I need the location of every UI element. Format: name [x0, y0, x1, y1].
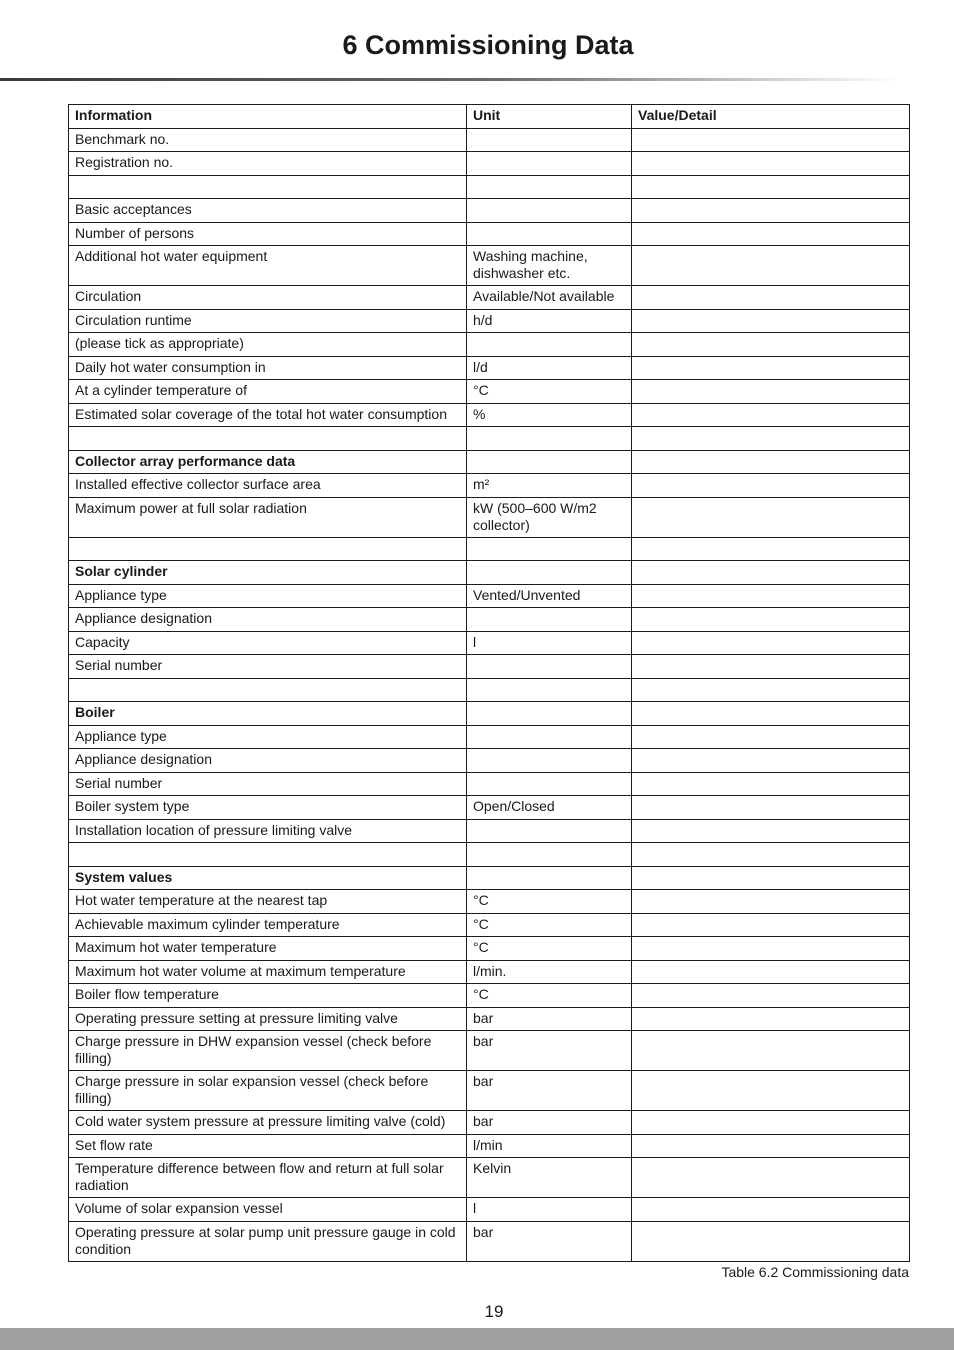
table-row	[69, 175, 910, 199]
cell-unit: °C	[467, 913, 632, 937]
cell-value-detail[interactable]	[632, 913, 910, 937]
cell-unit: l/min	[467, 1134, 632, 1158]
cell-unit	[467, 608, 632, 632]
cell-value-detail[interactable]	[632, 819, 910, 843]
header-unit: Unit	[467, 105, 632, 129]
cell-information: Boiler	[69, 702, 467, 726]
cell-value-detail[interactable]	[632, 890, 910, 914]
cell-unit: Available/Not available	[467, 286, 632, 310]
cell-value-detail[interactable]	[632, 678, 910, 702]
cell-unit	[467, 128, 632, 152]
cell-information: Boiler system type	[69, 796, 467, 820]
table-row	[69, 1158, 910, 1198]
cell-unit	[467, 199, 632, 223]
cell-value-detail[interactable]	[632, 222, 910, 246]
table-caption: Table 6.2 Commissioning data	[721, 1264, 909, 1280]
cell-information: Registration no.	[69, 152, 467, 176]
cell-value-detail[interactable]	[632, 843, 910, 867]
cell-information: Set flow rate	[69, 1134, 467, 1158]
table-row	[69, 561, 910, 585]
table-row	[69, 1221, 910, 1261]
cell-information: Hot water temperature at the nearest tap	[69, 890, 467, 914]
cell-unit	[467, 866, 632, 890]
cell-value-detail[interactable]	[632, 960, 910, 984]
cell-information: System values	[69, 866, 467, 890]
cell-unit	[467, 655, 632, 679]
cell-information: Collector array performance data	[69, 450, 467, 474]
cell-information: Basic acceptances	[69, 199, 467, 223]
cell-value-detail[interactable]	[632, 631, 910, 655]
cell-information: Appliance type	[69, 725, 467, 749]
table-row	[69, 427, 910, 451]
cell-unit: bar	[467, 1221, 632, 1261]
cell-information: (please tick as appropriate)	[69, 333, 467, 357]
cell-information: Temperature difference between flow and return at full solar radiation	[69, 1158, 467, 1198]
cell-unit: °C	[467, 937, 632, 961]
table-row	[69, 584, 910, 608]
cell-value-detail[interactable]	[632, 655, 910, 679]
table-row	[69, 913, 910, 937]
cell-information: Installed effective collector surface area	[69, 474, 467, 498]
cell-unit: l	[467, 1198, 632, 1222]
cell-information: Serial number	[69, 772, 467, 796]
cell-information: Installation location of pressure limiting valve	[69, 819, 467, 843]
cell-value-detail[interactable]	[632, 561, 910, 585]
cell-value-detail[interactable]	[632, 152, 910, 176]
table-row	[69, 678, 910, 702]
cell-value-detail[interactable]	[632, 1221, 910, 1261]
cell-value-detail[interactable]	[632, 749, 910, 773]
table-row	[69, 796, 910, 820]
cell-value-detail[interactable]	[632, 497, 910, 537]
commissioning-data-table	[68, 104, 910, 1262]
table-row	[69, 984, 910, 1008]
cell-unit	[467, 702, 632, 726]
cell-unit: °C	[467, 380, 632, 404]
table-row	[69, 128, 910, 152]
cell-value-detail[interactable]	[632, 474, 910, 498]
cell-unit: Washing machine, dishwasher etc.	[467, 246, 632, 286]
cell-information: Number of persons	[69, 222, 467, 246]
cell-unit	[467, 678, 632, 702]
cell-value-detail[interactable]	[632, 427, 910, 451]
table-row	[69, 380, 910, 404]
cell-information: Achievable maximum cylinder temperature	[69, 913, 467, 937]
cell-value-detail[interactable]	[632, 1158, 910, 1198]
cell-information: Estimated solar coverage of the total hot water consumption	[69, 403, 467, 427]
cell-value-detail[interactable]	[632, 1007, 910, 1031]
table-row	[69, 286, 910, 310]
cell-unit: Open/Closed	[467, 796, 632, 820]
cell-value-detail[interactable]	[632, 1031, 910, 1071]
cell-information: Appliance type	[69, 584, 467, 608]
cell-unit	[467, 843, 632, 867]
cell-value-detail[interactable]	[632, 199, 910, 223]
cell-unit: %	[467, 403, 632, 427]
cell-unit: l/d	[467, 356, 632, 380]
cell-value-detail[interactable]	[632, 1111, 910, 1135]
table-row	[69, 749, 910, 773]
cell-value-detail[interactable]	[632, 584, 910, 608]
table-row	[69, 1031, 910, 1071]
table-row	[69, 772, 910, 796]
page-title: 6 Commissioning Data	[342, 30, 634, 60]
cell-unit: bar	[467, 1031, 632, 1071]
table-row	[69, 246, 910, 286]
cell-value-detail[interactable]	[632, 286, 910, 310]
cell-value-detail[interactable]	[632, 333, 910, 357]
cell-unit: °C	[467, 984, 632, 1008]
table-row	[69, 1198, 910, 1222]
cell-unit: kW (500–600 W/m2 collector)	[467, 497, 632, 537]
cell-information: Benchmark no.	[69, 128, 467, 152]
cell-value-detail[interactable]	[632, 1071, 910, 1111]
table-row	[69, 655, 910, 679]
cell-unit: l/min.	[467, 960, 632, 984]
table-row	[69, 199, 910, 223]
cell-information	[69, 537, 467, 561]
cell-unit: bar	[467, 1111, 632, 1135]
table-header-row	[69, 105, 910, 129]
cell-information: Operating pressure setting at pressure limiting valve	[69, 1007, 467, 1031]
cell-information: Capacity	[69, 631, 467, 655]
cell-information: Additional hot water equipment	[69, 246, 467, 286]
cell-unit	[467, 725, 632, 749]
table-row	[69, 960, 910, 984]
cell-unit	[467, 819, 632, 843]
table-row	[69, 1007, 910, 1031]
cell-unit	[467, 427, 632, 451]
table-body	[69, 128, 910, 1261]
cell-information: Appliance designation	[69, 608, 467, 632]
cell-unit: m²	[467, 474, 632, 498]
cell-value-detail[interactable]	[632, 772, 910, 796]
cell-information	[69, 175, 467, 199]
cell-unit: Vented/Unvented	[467, 584, 632, 608]
cell-information: Boiler flow temperature	[69, 984, 467, 1008]
cell-unit: °C	[467, 890, 632, 914]
table-row	[69, 403, 910, 427]
cell-unit	[467, 450, 632, 474]
cell-unit: bar	[467, 1007, 632, 1031]
cell-information: Charge pressure in DHW expansion vessel (check before filling)	[69, 1031, 467, 1071]
cell-value-detail[interactable]	[632, 1198, 910, 1222]
table-row	[69, 474, 910, 498]
table-row	[69, 866, 910, 890]
cell-value-detail[interactable]	[632, 175, 910, 199]
cell-value-detail[interactable]	[632, 356, 910, 380]
cell-information: Maximum hot water temperature	[69, 937, 467, 961]
header-information: Information	[69, 105, 467, 129]
cell-information: Daily hot water consumption in	[69, 356, 467, 380]
cell-information	[69, 427, 467, 451]
cell-value-detail[interactable]	[632, 1134, 910, 1158]
table-row	[69, 1111, 910, 1135]
cell-information: Solar cylinder	[69, 561, 467, 585]
table-row	[69, 537, 910, 561]
cell-unit	[467, 537, 632, 561]
cell-information: Maximum power at full solar radiation	[69, 497, 467, 537]
table-row	[69, 1071, 910, 1111]
cell-unit	[467, 749, 632, 773]
cell-information: Appliance designation	[69, 749, 467, 773]
table-row	[69, 702, 910, 726]
cell-information	[69, 843, 467, 867]
cell-value-detail[interactable]	[632, 937, 910, 961]
cell-information: Volume of solar expansion vessel	[69, 1198, 467, 1222]
table-row	[69, 222, 910, 246]
cell-value-detail[interactable]	[632, 537, 910, 561]
table-row	[69, 725, 910, 749]
cell-unit: Kelvin	[467, 1158, 632, 1198]
table-row	[69, 309, 910, 333]
table-row	[69, 497, 910, 537]
cell-information: Cold water system pressure at pressure limiting valve (cold)	[69, 1111, 467, 1135]
footer-bar	[0, 1328, 954, 1350]
cell-value-detail[interactable]	[632, 984, 910, 1008]
cell-value-detail[interactable]	[632, 246, 910, 286]
cell-information: Circulation	[69, 286, 467, 310]
table-row	[69, 843, 910, 867]
cell-unit	[467, 772, 632, 796]
cell-information: Operating pressure at solar pump unit pressure gauge in cold condition	[69, 1221, 467, 1261]
cell-unit: bar	[467, 1071, 632, 1111]
cell-value-detail[interactable]	[632, 380, 910, 404]
table-row	[69, 608, 910, 632]
table-row	[69, 1134, 910, 1158]
cell-unit	[467, 222, 632, 246]
cell-value-detail[interactable]	[632, 725, 910, 749]
page-number: 19	[484, 1302, 504, 1321]
table-row	[69, 819, 910, 843]
cell-value-detail[interactable]	[632, 403, 910, 427]
cell-information: Circulation runtime	[69, 309, 467, 333]
cell-value-detail[interactable]	[632, 309, 910, 333]
cell-unit	[467, 333, 632, 357]
table-row	[69, 890, 910, 914]
cell-unit: h/d	[467, 309, 632, 333]
title-divider	[0, 78, 900, 81]
cell-value-detail[interactable]	[632, 796, 910, 820]
cell-information: At a cylinder temperature of	[69, 380, 467, 404]
cell-unit	[467, 152, 632, 176]
table-row	[69, 333, 910, 357]
cell-value-detail[interactable]	[632, 128, 910, 152]
table-row	[69, 356, 910, 380]
cell-information: Serial number	[69, 655, 467, 679]
header-value-detail: Value/Detail	[632, 105, 910, 129]
table-row	[69, 152, 910, 176]
cell-unit	[467, 175, 632, 199]
table-row	[69, 450, 910, 474]
cell-value-detail[interactable]	[632, 608, 910, 632]
cell-unit	[467, 561, 632, 585]
cell-value-detail[interactable]	[632, 450, 910, 474]
cell-value-detail[interactable]	[632, 702, 910, 726]
cell-information	[69, 678, 467, 702]
cell-unit: l	[467, 631, 632, 655]
cell-value-detail[interactable]	[632, 866, 910, 890]
cell-information: Charge pressure in solar expansion vessel (check before filling)	[69, 1071, 467, 1111]
table-row	[69, 937, 910, 961]
cell-information: Maximum hot water volume at maximum temperature	[69, 960, 467, 984]
table-row	[69, 631, 910, 655]
